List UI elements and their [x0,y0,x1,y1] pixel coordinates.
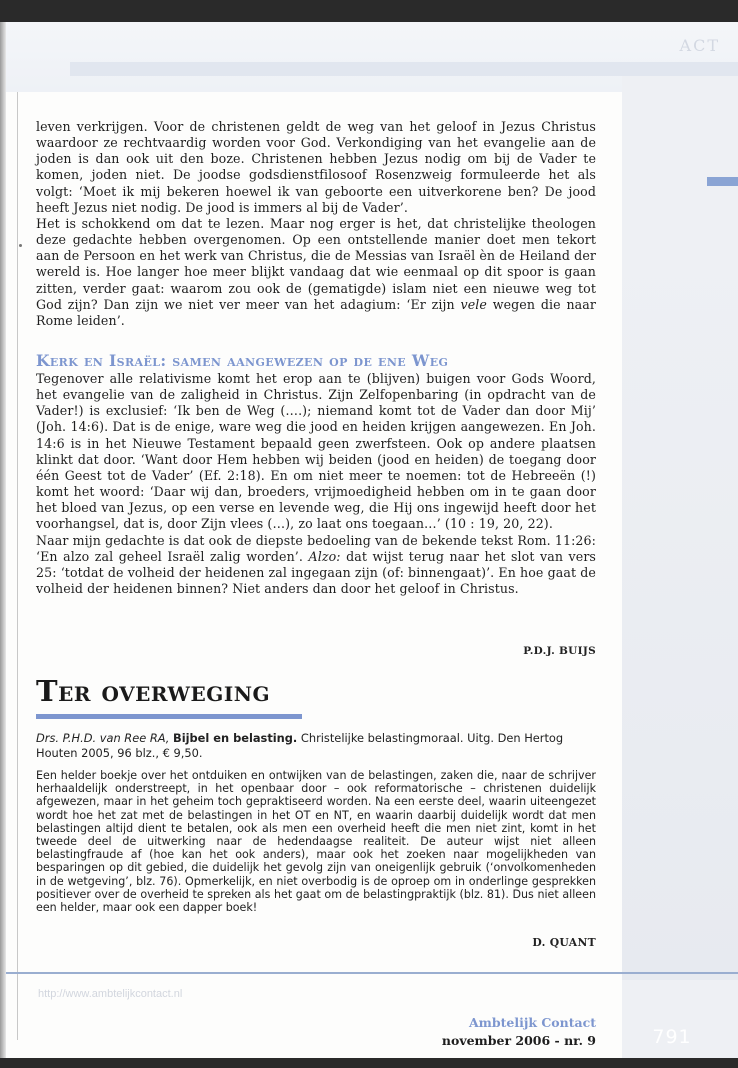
paragraph-text: dat wijst terug naar het slot van vers 25: ‘totdat de volheid der heidenen zal ingegaan zijn (of: binnengaat)’. En hoe gaat de volheid der heidenen binnen? Niet anders dan door het geloof in Christus. [36,548,596,597]
header-band-strip [70,62,738,76]
emphasis: Alzo: [308,548,341,564]
book-citation [36,731,596,761]
emphasis: vele [460,296,487,312]
footer-info [396,1014,596,1050]
side-panel-shade [622,220,738,980]
paragraph [36,533,596,598]
scan-edge-bottom [0,1058,738,1068]
scan-edge-left [0,22,6,1058]
paragraph-text: Naar mijn gedachte is dat ook de diepste bedoeling van de bekende tekst Rom. 11:26: ‘En alzo zal geheel Israël zalig worden’. [36,532,596,564]
review-heading: Ter overweging [36,674,271,708]
section-heading: Kerk en Israël: samen aangewezen op de ene Weg [36,351,449,370]
author-signature: P.D.J. BUIJS [523,645,596,657]
paragraph-text: Het is schokkend om dat te lezen. Maar nog erger is het, dat christelijke theologen deze gedachte hebben overgenomen. Op een ontstellende manier doet men tekort aan de Persoon en het werk van Christus, die de Messias van Israël èn de Heiland der wereld is. Hoe langer hoe meer blijkt vandaag dat wie eenmaal op dit spoor is gaan zitten, verder gaat: waarom zou ook de (gematigde) islam niet een nieuwe weg tot God zijn? Dan zijn we niet ver meer van het adagium: ‘Er zijn [36,215,596,312]
page-number: 791 [652,1026,692,1048]
citation-details: Christelijke belastingmoraal. Uitg. Den Hertog Houten 2005, 96 blz., € 9,50. [36,731,564,760]
publication-name: Ambtelijk Contact [468,1015,596,1030]
paragraph: leven verkrijgen. Voor de christenen geldt de weg van het geloof in Jezus Christus waardoor ze rechtvaardig worden voor God. Verkondiging van het evangelie aan de joden is dan ook uit den boze. Christenen hebben Jezus nodig om bij de Vader te komen, joden niet. De joodse godsdienstfilosoof Rosenzweig formuleerde het als volgt: ‘Moet ik mij bekeren hoewel ik van geboorte een uitverkorene ben? De jood heeft Jezus niet nodig. De jood is immers al bij de Vader’. [36,119,596,215]
footer-faint-url: http://www.ambtelijkcontact.nl [38,988,183,1000]
paragraph [36,216,596,329]
citation-title: Bijbel en belasting. [173,731,298,745]
margin-dot [19,244,22,247]
reviewer-signature: D. QUANT [532,936,596,949]
article-continuation [36,119,596,329]
heading-underline [36,714,302,719]
paragraph-text: wegen die naar Rome leiden’. [36,296,596,328]
article-section [36,371,596,597]
citation-author: Drs. P.H.D. van Ree RA, [36,731,170,745]
header-ghost-text: ACT [679,36,720,55]
side-tab-marker [707,177,738,186]
paragraph: Tegenover alle relativisme komt het erop aan te (blijven) buigen voor Gods Woord, het evangelie van de zaligheid in Christus. Zijn Zelfopenbaring (in opdracht van de Vader!) is exclusief: ‘Ik ben de Weg (….); niemand komt tot de Vader dan door Mij’ (Joh. 14:6). Dat is de enige, ware weg die jood en heiden krijgen aangewezen. En Joh. 14:6 is in het Nieuwe Testament bepaald geen zwerfsteen. Ook op andere plaatsen klinkt dat door. ‘Want door Hem hebben wij beiden (jood en heiden) de toegang door één Geest tot de Vader’ (Ef. 2:18). En om niet meer te noemen: tot de Hebreeën (!) komt het woord: ‘Daar wij dan, broeders, vrijmoedigheid hebben om in te gaan door het bloed van Jezus, op een verse en levende weg, die Hij ons ingewijd heeft door het voorhangsel, dat is, door Zijn vlees (…), zo laat ons toegaan…’ (10 : 19, 20, 22). [36,371,596,532]
issue-label: november 2006 - nr. 9 [441,1033,596,1048]
left-margin-rule [17,30,18,1040]
scan-edge-top [0,0,738,22]
footer-rule [6,972,738,974]
review-body: Een helder boekje over het ontduiken en ontwijken van de belastingen, zaken die, naar de schrijver herhaaldelijk onderstreept, in het openbaar door – ook reformatorische – christenen duidelijk afgewezen, maar in het geheim toch gepraktiseerd worden. Na een eerste deel, waarin uiteengezet wordt hoe het zat met de belastingen in het OT en NT, en waarin daarbij duidelijk wordt dat men belastingen altijd dient te betalen, ook als men een overheid heeft die men niet zint, komt in het tweede deel de uitwerking naar de hedendaagse realiteit. De auteur wijst niet alleen belastingfraude af (hoe kan het ook anders), maar ook het zoeken naar mogelijkheden van besparingen op dit gebied, die duidelijk het gevolg zijn van oneigenlijk gebruik (‘onvolkomenheden in de wetgeving’, blz. 76). Opmerkelijk, en niet overbodig is de oproep om in onderlinge gesprekken positiever over de overheid te spreken als het gaat om de belastingpraktijk (blz. 81). Dus niet alleen een helder, maar ook een dapper boek! [36,769,596,915]
